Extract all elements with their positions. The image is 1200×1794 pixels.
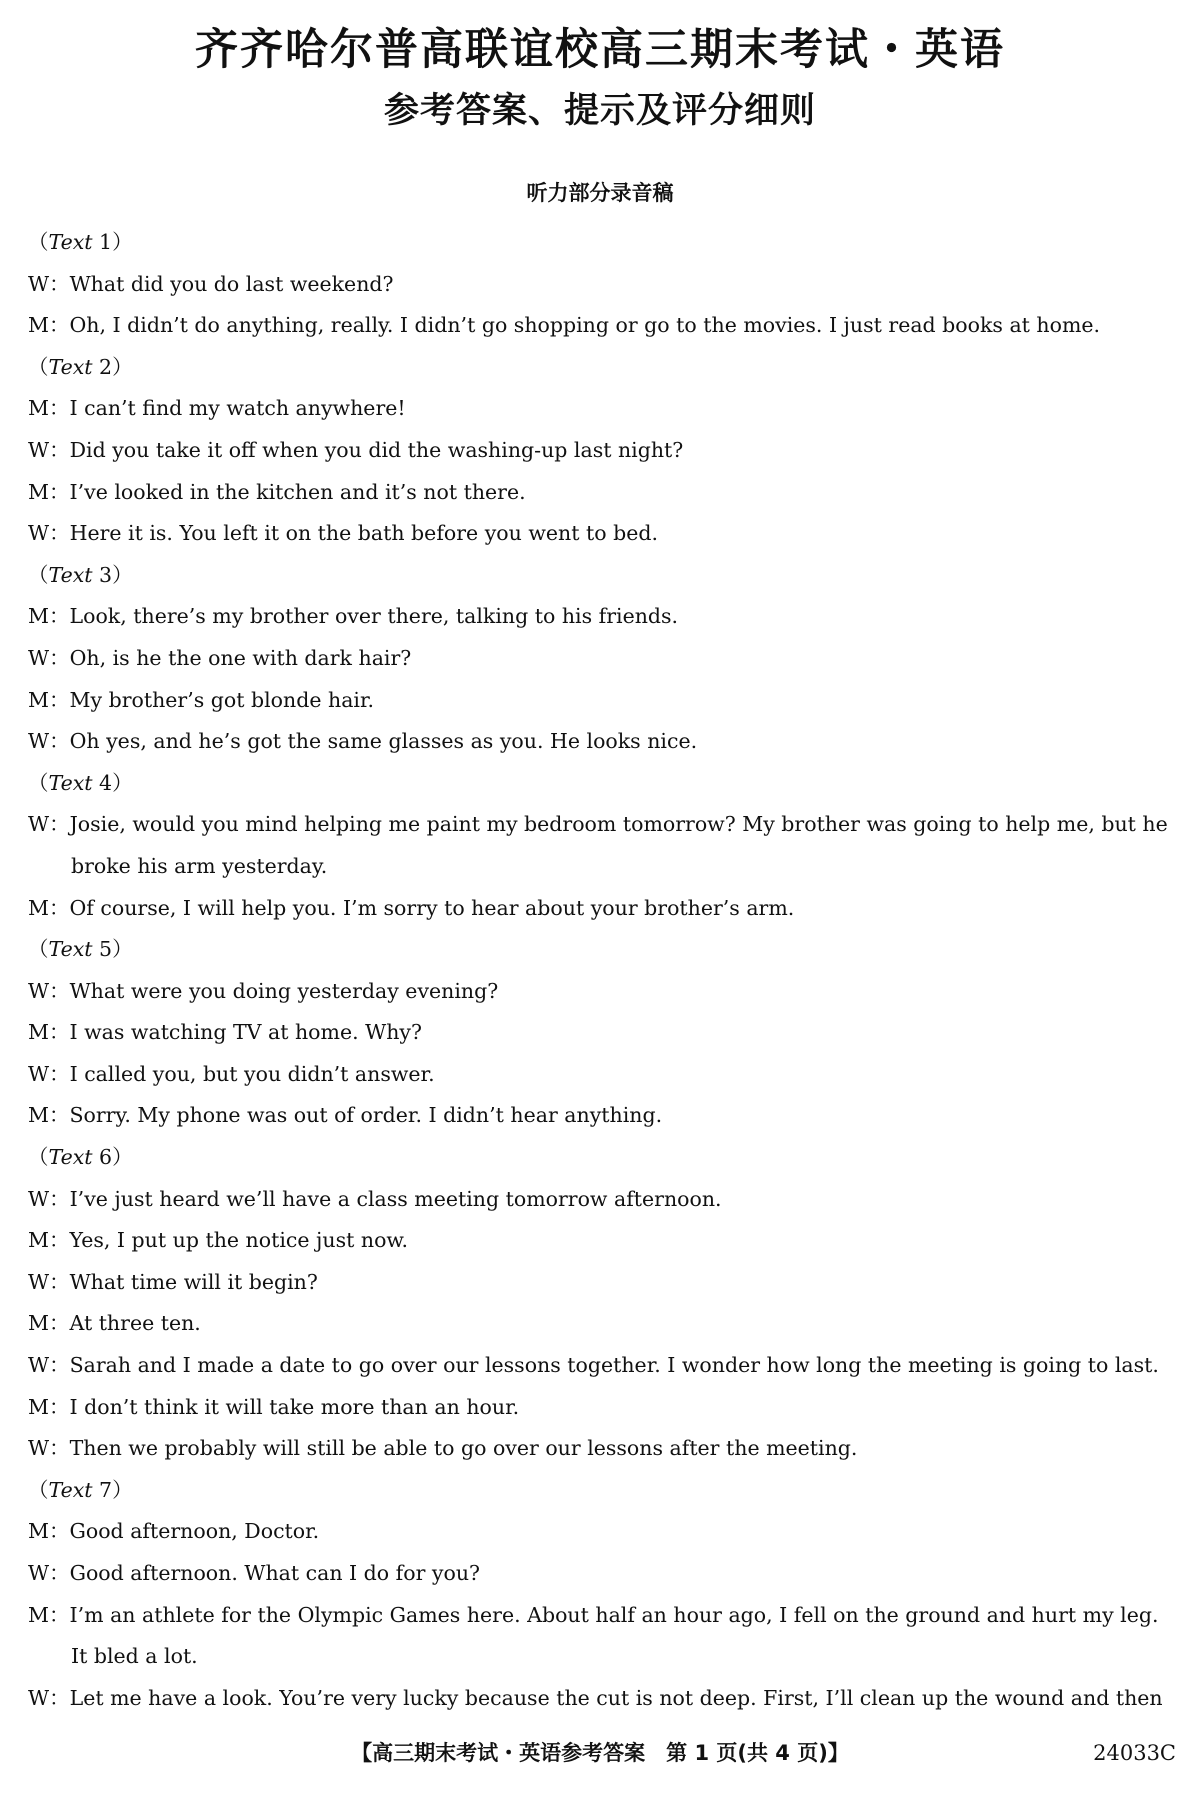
speaker-label: M	[28, 895, 49, 920]
dialogue-text: My brother’s got blonde hair.	[69, 687, 375, 712]
speaker-label: W	[28, 1269, 50, 1294]
dialogue-text: At three ten.	[69, 1311, 201, 1336]
text-label: （Text 1）	[28, 230, 133, 254]
dialogue-line: W：Josie, would you mind helping me paint my bedroom tomorrow? My brother was going to help me, but he broke his arm yesterday.	[28, 812, 1168, 878]
dialogue-line: M：Of course, I will help you. I’m sorry to hear about your brother’s arm.	[28, 895, 795, 920]
dialogue-line: W：What did you do last weekend?	[28, 271, 394, 296]
speaker-label: M	[28, 604, 49, 629]
speaker-label: W	[28, 1436, 50, 1461]
footer-document-code: 24033C	[1093, 1741, 1176, 1765]
text-label: （Text 7）	[28, 1477, 133, 1502]
dialogue-text: I don’t think it will take more than an hour.	[69, 1394, 520, 1419]
dialogue-text: Did you take it off when you did the washing-up last night?	[69, 437, 684, 462]
speaker-label: M	[28, 1228, 49, 1253]
speaker-label: W	[28, 437, 50, 462]
speaker-label: M	[28, 1020, 49, 1045]
dialogue-text: Oh yes, and he’s got the same glasses as you. He looks nice.	[69, 729, 698, 754]
dialogue-line: M：At three ten.	[28, 1311, 201, 1336]
dialogue-text: Good afternoon, Doctor.	[69, 1519, 320, 1544]
dialogue-line: W：I called you, but you didn’t answer.	[28, 1061, 435, 1086]
dialogue-text: What were you doing yesterday evening?	[69, 978, 499, 1003]
listening-transcript	[28, 222, 1178, 1719]
dialogue-text: Oh, I didn’t do anything, really. I didn’t go shopping or go to the movies. I just read books at home.	[69, 313, 1101, 338]
dialogue-text: I’ve looked in the kitchen and it’s not there.	[69, 479, 526, 504]
speaker-label: W	[28, 729, 50, 754]
speaker-label: M	[28, 396, 49, 421]
dialogue-text: Oh, is he the one with dark hair?	[69, 645, 412, 670]
page-footer	[0, 1736, 1200, 1770]
dialogue-line: M：Yes, I put up the notice just now.	[28, 1228, 409, 1253]
speaker-label: M	[28, 1311, 49, 1336]
text-label: （Text 4）	[28, 770, 133, 795]
dialogue-text: I’ve just heard we’ll have a class meeting tomorrow afternoon.	[69, 1186, 722, 1211]
dialogue-line: M：My brother’s got blonde hair.	[28, 687, 375, 712]
dialogue-line: W：What were you doing yesterday evening?	[28, 978, 499, 1003]
speaker-label: M	[28, 1394, 49, 1419]
speaker-label: W	[28, 978, 50, 1003]
speaker-label: W	[28, 812, 50, 837]
dialogue-text: Then we probably will still be able to go over our lessons after the meeting.	[69, 1436, 858, 1461]
dialogue-line: M：Sorry. My phone was out of order. I didn’t hear anything.	[28, 1103, 663, 1128]
dialogue-text: What time will it begin?	[69, 1269, 318, 1294]
dialogue-text: Sorry. My phone was out of order. I didn’t hear anything.	[69, 1103, 663, 1128]
dialogue-line: W：Then we probably will still be able to go over our lessons after the meeting.	[28, 1436, 858, 1461]
dialogue-line: W：Here it is. You left it on the bath before you went to bed.	[28, 521, 658, 546]
dialogue-line: W：Did you take it off when you did the washing-up last night?	[28, 437, 684, 462]
speaker-label: W	[28, 1061, 50, 1086]
dialogue-text: Josie, would you mind helping me paint my bedroom tomorrow? My brother was going to help me, but he broke his arm yesterday.	[69, 812, 1168, 878]
dialogue-text: I’m an athlete for the Olympic Games here. About half an hour ago, I fell on the ground and hurt my leg. It bled a lot.	[69, 1602, 1159, 1669]
dialogue-text: Here it is. You left it on the bath before you went to bed.	[69, 521, 658, 546]
dialogue-line: M：I don’t think it will take more than an hour.	[28, 1394, 520, 1419]
speaker-label: M	[28, 1602, 49, 1627]
text-label: （Text 2）	[28, 354, 133, 379]
speaker-label: W	[28, 521, 50, 546]
dialogue-text: Of course, I will help you. I’m sorry to hear about your brother’s arm.	[69, 895, 795, 920]
dialogue-text: Let me have a look. You’re very lucky because the cut is not deep. First, I’ll clean up the wound and then	[69, 1685, 1163, 1710]
text-label: （Text 5）	[28, 937, 133, 962]
speaker-label: M	[28, 1103, 49, 1128]
dialogue-text: Look, there’s my brother over there, talking to his friends.	[69, 604, 679, 629]
dialogue-line: M：I can’t find my watch anywhere!	[28, 396, 406, 421]
dialogue-line: M：I’m an athlete for the Olympic Games here. About half an hour ago, I fell on the ground and hurt my leg. It bled a lot.	[28, 1602, 1159, 1669]
dialogue-text: I can’t find my watch anywhere!	[69, 396, 406, 421]
dialogue-line: M：Oh, I didn’t do anything, really. I didn’t go shopping or go to the movies. I just read books at home.	[28, 313, 1101, 338]
dialogue-line: W：Sarah and I made a date to go over our lessons together. I wonder how long the meeting is going to last.	[28, 1353, 1159, 1378]
speaker-label: M	[28, 1519, 49, 1544]
speaker-label: M	[28, 313, 49, 338]
dialogue-text: I called you, but you didn’t answer.	[69, 1061, 435, 1086]
dialogue-text: I was watching TV at home. Why?	[69, 1020, 422, 1045]
document-subtitle: 参考答案、提示及评分细则	[383, 91, 816, 131]
speaker-label: W	[28, 1353, 50, 1378]
speaker-label: W	[28, 1561, 50, 1585]
dialogue-line: M：Look, there’s my brother over there, talking to his friends.	[28, 604, 679, 629]
dialogue-line: M：I was watching TV at home. Why?	[28, 1020, 422, 1045]
dialogue-line: W：Let me have a look. You’re very lucky because the cut is not deep. First, I’ll clean up the wound and then	[28, 1685, 1163, 1710]
dialogue-text: Sarah and I made a date to go over our lessons together. I wonder how long the meeting is going to last.	[69, 1353, 1159, 1378]
dialogue-line: M：Good afternoon, Doctor.	[28, 1519, 320, 1544]
dialogue-text: Good afternoon. What can I do for you?	[69, 1561, 481, 1585]
dialogue-line: W：Oh, is he the one with dark hair?	[28, 645, 412, 670]
section-heading: 听力部分录音稿	[526, 181, 674, 205]
footer-page-info: 【高三期末考试・英语参考答案 第 1 页(共 4 页)】	[351, 1741, 849, 1765]
speaker-label: W	[28, 645, 50, 670]
text-label: （Text 3）	[28, 562, 133, 587]
text-label: （Text 6）	[28, 1145, 133, 1170]
dialogue-line: W：Good afternoon. What can I do for you?	[28, 1561, 481, 1585]
speaker-label: W	[28, 271, 50, 296]
dialogue-text: What did you do last weekend?	[69, 271, 394, 296]
document-title: 齐齐哈尔普高联谊校高三期末考试・英语	[195, 25, 1005, 75]
speaker-label: M	[28, 479, 49, 504]
dialogue-line: W：Oh yes, and he’s got the same glasses as you. He looks nice.	[28, 729, 698, 754]
speaker-label: W	[28, 1685, 50, 1710]
dialogue-line: M：I’ve looked in the kitchen and it’s not there.	[28, 479, 526, 504]
dialogue-line: W：What time will it begin?	[28, 1269, 318, 1294]
dialogue-text: Yes, I put up the notice just now.	[69, 1228, 409, 1253]
speaker-label: M	[28, 687, 49, 712]
dialogue-line: W：I’ve just heard we’ll have a class meeting tomorrow afternoon.	[28, 1186, 722, 1211]
speaker-label: W	[28, 1186, 50, 1211]
